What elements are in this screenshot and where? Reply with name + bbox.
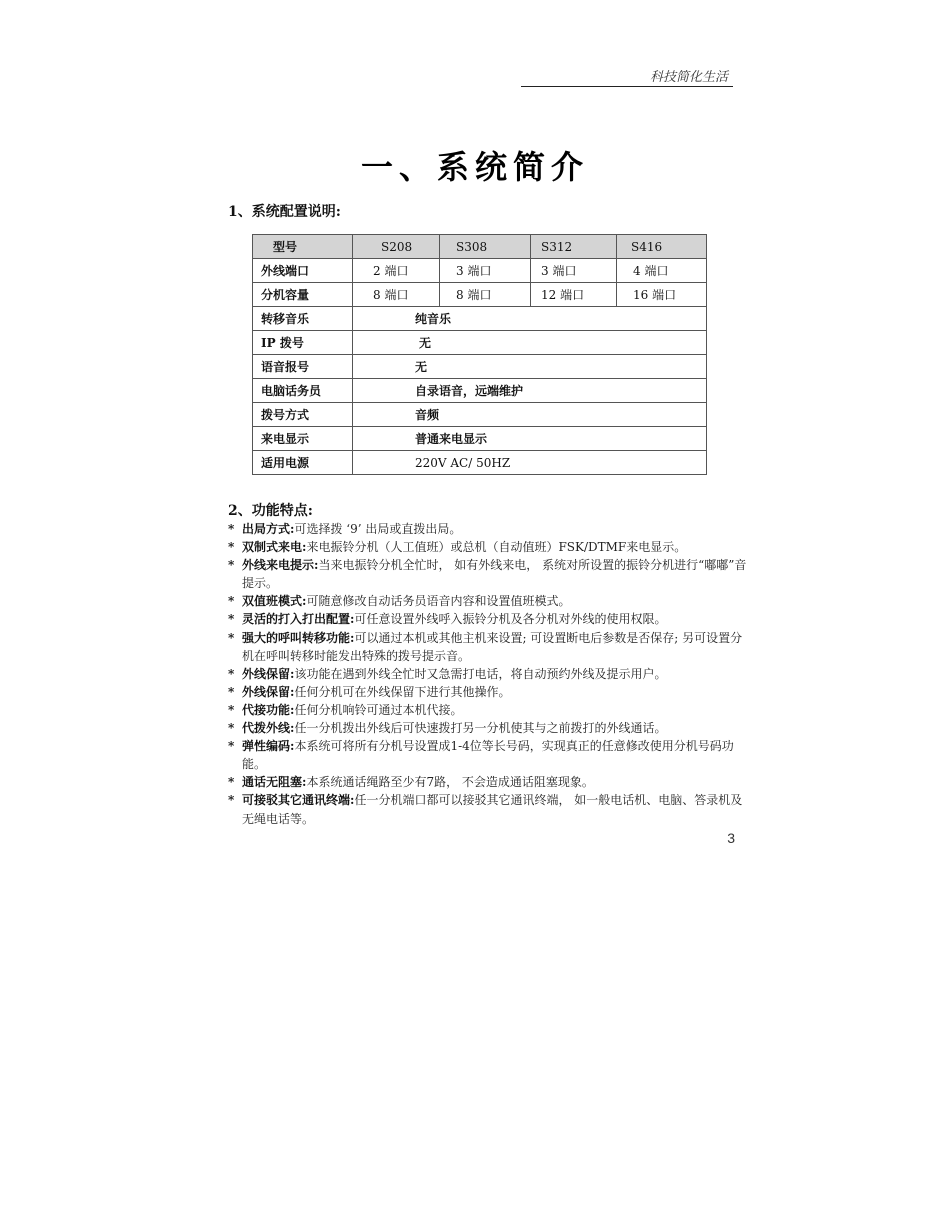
table-cell: 8 端口 <box>353 283 440 307</box>
feature-body: 当来电振铃分机全忙时， 如有外线来电， 系统对所设置的振铃分机进行“嘟嘟”音提示。 <box>242 558 747 591</box>
spec-table <box>252 234 707 475</box>
row-label: 来电显示 <box>253 427 353 451</box>
row-label: 电脑话务员 <box>253 379 353 403</box>
table-row <box>253 283 707 307</box>
table-cell: 220V AC/ 50HZ <box>353 451 707 475</box>
bullet-star: * <box>228 666 235 681</box>
feature-title: 双值班模式: <box>242 594 307 609</box>
table-header-row <box>253 235 707 259</box>
bullet-star: * <box>228 702 235 717</box>
header-rule <box>521 86 733 87</box>
row-label: 适用电源 <box>253 451 353 475</box>
row-label: 分机容量 <box>253 283 353 307</box>
feature-title: 出局方式: <box>242 522 295 536</box>
list-item <box>228 683 748 701</box>
list-item <box>228 629 748 665</box>
list-item <box>228 791 748 827</box>
feature-body: 可以通过本机或其他主机来设置; 可设置断电后参数是否保存; 另可设置分机在呼叫转移时能发出特殊的拨号提示音。 <box>242 630 743 663</box>
bullet-star: * <box>228 612 235 627</box>
section-heading-features: 2、功能特点: <box>228 503 313 519</box>
list-item <box>228 520 748 538</box>
row-label: 拨号方式 <box>253 403 353 427</box>
feature-title: 代拨外线: <box>242 721 295 736</box>
header-text: 科技简化生活 <box>649 70 728 85</box>
page-number: 3 <box>727 830 735 846</box>
bullet-star: * <box>228 684 235 699</box>
column-header-s308: S308 <box>440 235 531 259</box>
bullet-star: * <box>228 522 235 536</box>
feature-title: 强大的呼叫转移功能: <box>242 630 355 645</box>
table-cell: 12 端口 <box>531 283 617 307</box>
table-cell: 无 <box>353 331 707 355</box>
table-cell: 自录语音，远端维护 <box>353 379 707 403</box>
feature-title: 外线保留: <box>242 666 295 681</box>
feature-title: 外线保留: <box>242 684 295 699</box>
feature-title: 代接功能: <box>242 702 295 717</box>
feature-title: 弹性编码: <box>242 739 295 754</box>
row-label: 外线端口 <box>253 259 353 283</box>
table-row <box>253 427 707 451</box>
bullet-star: * <box>228 630 235 645</box>
table-row <box>253 259 707 283</box>
feature-body: 可选择拨 ‘9’ 出局或直拨出局。 <box>294 522 462 536</box>
list-item <box>228 701 748 719</box>
list-item <box>228 665 748 683</box>
bullet-star: * <box>228 739 235 754</box>
feature-body: 本系统通话绳路至少有7路， 不会造成通话阻塞现象。 <box>306 775 594 790</box>
feature-body: 来电振铃分机（人工值班）或总机（自动值班）FSK/DTMF来电显示。 <box>306 540 687 555</box>
feature-list <box>228 520 748 828</box>
bullet-star: * <box>228 540 235 555</box>
bullet-star: * <box>228 775 235 790</box>
table-row <box>253 307 707 331</box>
list-item <box>228 538 748 556</box>
feature-title: 通话无阻塞: <box>242 775 307 790</box>
feature-body: 该功能在遇到外线全忙时又急需打电话，将自动预约外线及提示用户。 <box>294 666 667 681</box>
feature-body: 任何分机可在外线保留下进行其他操作。 <box>294 684 511 699</box>
table-row <box>253 331 707 355</box>
feature-title: 双制式来电: <box>242 540 307 555</box>
column-header-model: 型号 <box>253 235 353 259</box>
feature-body: 本系统可将所有分机号设置成1-4位等长号码，实现真正的任意修改使用分机号码功能。 <box>242 739 734 772</box>
feature-body: 任一分机拨出外线后可快速拨打另一分机使其与之前拨打的外线通话。 <box>294 721 667 736</box>
bullet-star: * <box>228 558 235 573</box>
feature-body: 任一分机端口都可以接驳其它通讯终端， 如一般电话机、电脑、答录机及无绳电话等。 <box>242 793 743 826</box>
table-cell: 4 端口 <box>617 259 707 283</box>
list-item <box>228 556 748 592</box>
list-item <box>228 610 748 628</box>
table-cell: 16 端口 <box>617 283 707 307</box>
table-cell: 3 端口 <box>440 259 531 283</box>
bullet-star: * <box>228 594 235 609</box>
feature-title: 可接驳其它通讯终端: <box>242 793 355 808</box>
table-row <box>253 355 707 379</box>
row-label: IP 拨号 <box>253 331 353 355</box>
row-label: 语音报号 <box>253 355 353 379</box>
column-header-s416: S416 <box>617 235 707 259</box>
list-item <box>228 773 748 791</box>
table-cell: 普通来电显示 <box>353 427 707 451</box>
page-title: 一、系统简介 <box>360 148 589 186</box>
feature-title: 灵活的打入打出配置: <box>242 612 355 627</box>
table-cell: 纯音乐 <box>353 307 707 331</box>
table-cell: 3 端口 <box>531 259 617 283</box>
feature-title: 外线来电提示: <box>242 558 319 573</box>
table-cell: 2 端口 <box>353 259 440 283</box>
feature-body: 可任意设置外线呼入振铃分机及各分机对外线的使用权限。 <box>354 612 667 627</box>
table-cell: 音频 <box>353 403 707 427</box>
table-cell: 8 端口 <box>440 283 531 307</box>
table-row <box>253 451 707 475</box>
bullet-star: * <box>228 793 235 808</box>
row-label: 转移音乐 <box>253 307 353 331</box>
column-header-s312: S312 <box>531 235 617 259</box>
list-item <box>228 719 748 737</box>
bullet-star: * <box>228 721 235 736</box>
section-heading-config: 1、系统配置说明: <box>228 204 341 220</box>
table-row <box>253 379 707 403</box>
list-item <box>228 592 748 610</box>
feature-body: 可随意修改自动话务员语音内容和设置值班模式。 <box>306 594 571 609</box>
table-row <box>253 403 707 427</box>
feature-body: 任何分机响铃可通过本机代接。 <box>294 702 463 717</box>
column-header-s208: S208 <box>353 235 440 259</box>
table-cell: 无 <box>353 355 707 379</box>
list-item <box>228 737 748 773</box>
